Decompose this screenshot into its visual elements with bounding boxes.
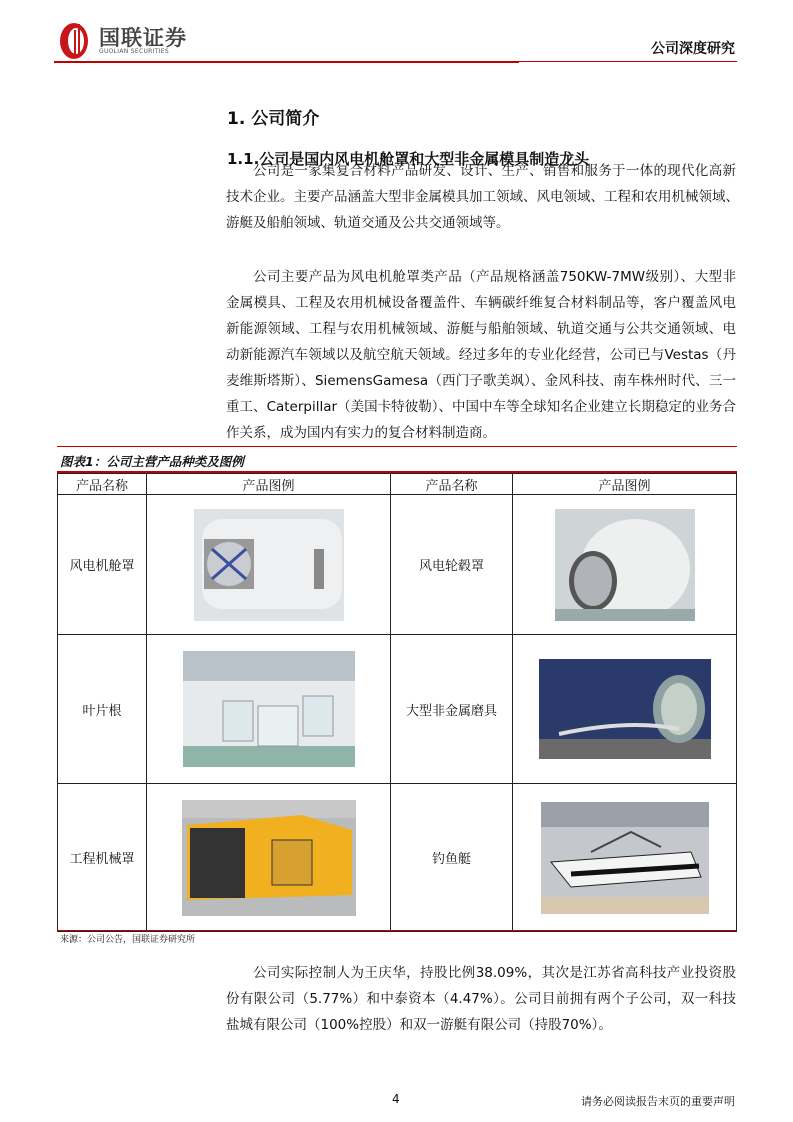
figure-bottom-rule [57,930,737,931]
hub-cover-image [555,509,695,621]
paragraph-line: 公司实际控制人为王庆华，持股比例38.09%，其次是江苏省高科技产业投资股 [253,965,736,981]
header-divider-thin [519,61,737,62]
col-header: 产品图例 [147,474,391,495]
company-logo [57,20,207,60]
col-header: 产品图例 [513,474,737,495]
paragraph-1 [226,158,739,236]
product-name: 工程机械罩 [58,784,147,932]
subsection-title: 1.1.公司是国内风电机舱罩和大型非金属模具制造龙头 [227,150,590,168]
paragraph-line: 公司主要产品为风电机舱罩类产品（产品规格涵盖750KW-7MW级别）、大型非 [253,269,736,285]
logo-text: 国联证券 [99,26,187,50]
paragraph-line: 麦维斯塔斯）、SiemensGamesa（西门子歌美飒）、金风科技、南车株州时代、三一 [226,373,736,389]
product-name: 叶片根 [58,635,147,784]
paragraph-line: 盐城有限公司（100%控股）和双一游艇有限公司（持股70%）。 [226,1017,612,1033]
paragraph-line: 重工、Caterpillar（美国卡特彼勒）、中国中车等全球知名企业建立长期稳定的业务合 [226,399,736,415]
fishing-boat-image [541,802,709,914]
footer-disclaimer: 请务必阅读报告末页的重要声明 [581,1095,735,1108]
product-name: 大型非金属磨具 [391,635,513,784]
product-name: 钓鱼艇 [391,784,513,932]
large-mold-image [539,659,711,759]
paragraph-line: 游艇及船舶领域、轨道交通及公共交通领域等。 [226,215,510,231]
figure-title: 图表1：公司主营产品种类及图例 [60,454,244,469]
paragraph-line: 公司是一家集复合材料产品研发、设计、生产、销售和服务于一体的现代化高新 [253,163,736,179]
nacelle-cover-image [194,509,344,621]
product-name: 风电轮毂罩 [391,495,513,635]
product-name: 风电机舱罩 [58,495,147,635]
logo-icon [57,20,95,60]
col-header: 产品名称 [391,474,513,495]
paragraph-line: 动新能源汽车领域以及航空航天领域。经过多年的专业化经营，公司已与Vestas（丹 [226,347,736,363]
figure-top-rule [57,446,737,447]
logo-subtext: GUOLIAN SECURITIES [99,48,169,55]
table-row [58,784,737,932]
table-row [58,635,737,784]
col-header: 产品名称 [58,474,147,495]
blade-root-image [183,651,355,767]
paragraph-line: 技术企业。主要产品涵盖大型非金属模具加工领域、风电领域、工程和农用机械领域、 [226,189,739,205]
page-number: 4 [392,1092,400,1106]
paragraph-line: 作关系，成为国内有实力的复合材料制造商。 [226,425,496,441]
paragraph-line: 新能源领域、工程与农用机械领域、游艇与船舶领域、轨道交通与公共交通领域、电 [226,321,736,337]
product-table [57,473,737,932]
paragraph-2 [226,264,736,446]
header-divider [54,61,519,63]
paragraph-line: 份有限公司（5.77%）和中泰资本（4.47%）。公司目前拥有两个子公司，双一科技 [226,991,736,1007]
table-row [58,495,737,635]
machinery-cover-image [182,800,356,916]
doc-type: 公司深度研究 [651,41,735,57]
section-title: 1. 公司简介 [227,109,320,129]
paragraph-3 [226,960,736,1038]
paragraph-line: 金属模具、工程及农用机械设备覆盖件、车辆碳纤维复合材料制品等，客户覆盖风电 [226,295,736,311]
figure-source: 来源：公司公告，国联证券研究所 [60,935,196,945]
